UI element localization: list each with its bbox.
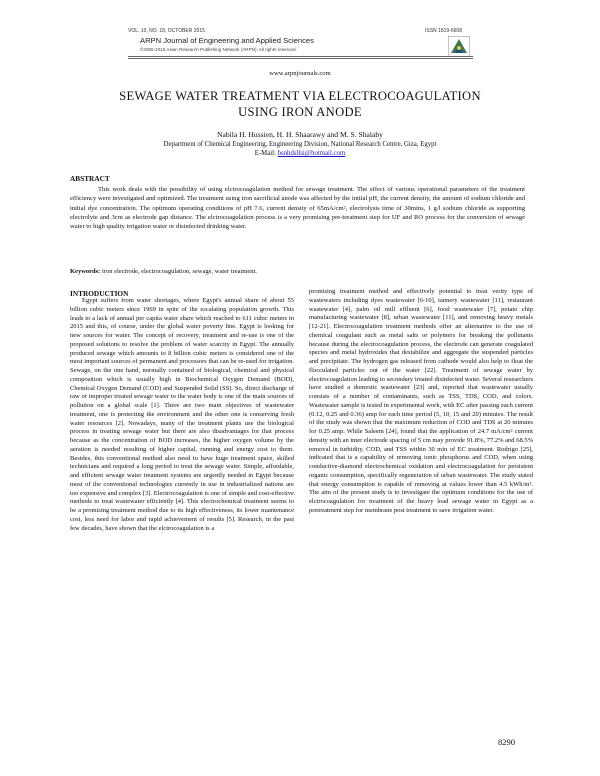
journal-name: ARPN Journal of Engineering and Applied Sciences [140,36,314,45]
email-line [0,150,600,157]
paper-title [80,88,520,120]
issn: ISSN 1819-6608 [425,28,462,34]
journal-website[interactable]: www.arpnjournals.com [269,70,331,77]
intro-left-column: Egypt suffers from water shortages, where Egypt's annual share of about 55 billion cubic meters since 1969 in spite of the escalating population growth. This leads to a lack of annual per capita water share which reached to 611 cubic meters in 2015 and this, of course, under the global water poverty line. Egypt is looking for new sources for water. The concept of recovery, treatment and re-use is one of the proposed solutions to resolve the problem of water scarcity in Egypt. The annually produced sewage which amounts to 8 billion cubic meters is considered one of the most important sources of permanent and processors that can be re-used for irrigation. Sewage, on the one hand, normally contained of biological, chemical and physical composition which is usually high in Biochemical Oxygen Demand (BOD), Chemical Oxygen Demand (COD) and Suspended Solid (SS). So, direct discharge of raw or improper treated sewage water to the water body is one of the main sources of pollution on a global scale [1]. There are two main objectives of wastewater treatment, one is protecting the environment and the other one is conserving fresh water resources [2]. Nowadays, many of the treatment plants use the biological process in treating sewage water but there are also disadvantages for that process because as the concentration of BOD increases, the higher oxygen volume by the aeration is needed resulting of higher capital, running and energy cost to them. Besides, this conventional method also need to have huge treatment space, skilled technicians and required a long period to treat the sewage water. Simple, affordable, and efficient sewage water treatment systems are urgently needed in Egypt because most of the conventional technologies currently in use in industrialized nations are too expensive and complex [3]. Electrocoagulation is one of simple and cost-effective methods to treat wastewater efficiently [4]. This electrochemical treatment seems to be a promising treatment method due to its high effectiveness, its lower maintenance cost, less need for labor and rapid achievement of results [5]. Research, in the past few decades, have shown that the elctrocoagulation is a [70,297,294,532]
abstract-heading: ABSTRACT [70,174,110,183]
email-label: E-Mail: [254,150,276,157]
keywords-text: iron electrode, electrocoagulation, sewage, water treatment. [101,268,257,275]
copyright: ©2006-2015 Asian Research Publishing Network (ARPN). All rights reserved. [140,47,297,52]
header-separator-2 [128,58,473,59]
intro-right-column: promising treatment method and effectively potential to treat verity type of wastewaters including dyes wastewater [6-10], tannery wastewater [11], restaurant wastewater [4], palm oil mill effluent [6], food wastewater [7], potato chip manufacturing wastewater [8], urban wastewater [11], and removing heavy metals [12-21]. Electrocoagulation treatment methods offer an alternative to the use of chemical coagulant such as metal salts or polymers for breaking the pollutants because during the electrocoagulation process, the electrode can generate coagulated species and metal hydroxides that destabilize and aggregate the suspended particles and precipitate. The hydrogen gas released from cathode would also help to float the flocculated particles out of the water [22]. Treatment of sewage water by electrocoagulation leading to secondary treated disinfected water. Several researchers have studied a domestic wastewater [23] and, reported that wastewater usually consists of a number of contaminants, such as TSS, TDS, COD, and colors. Wastewater sample is tested in experimental work, with EC after passing each current (0.12, 0.25 and 0.36) amp for each time period (5, 10, 15 and 20) minutes. The result of the study was shown that the maximum reduction of COD and TDS at 20 minutes for 0.25 amp. While Saleem [24], found that the application of 24.7 mA/cm² current density with an inter electrode spacing of 5 cm may provide 91.8%, 77.2% and 68.5% removal in turbidity, COD, and TSS within 30 min of EC treatment. Rodrigo [25], indicated that is a capability of removing ionic phosphorus and COD, when using conductive-diamond electrochemical oxidation and electrocoagulation for persistent organic consumption, specifically regeneration of urban wastewater. The study stated that energy consumption is capable of removing at values lower than 4.5 kWh/m³. The aim of the present study is to investigate the optimum conditions for the use of elctrocoagulation for treatment of the heavy load sewage water in Egypt as a pretreatment step for membrane post treatment to save irrigation water. [309,288,533,514]
affiliation: Department of Chemical Engineering, Engineering Division, National Research Centre, Giza, Egypt [163,141,437,148]
page-number: 8290 [498,737,515,747]
title-line-1: SEWAGE WATER TREATMENT VIA ELECTROCOAGULATION [119,89,481,103]
authors: Nabila H. Hussien, H. H. Shaarawy and M. S. Shalaby [217,130,383,139]
email-link[interactable]: bsnhdsllsi@hotmail.com [277,150,346,157]
title-line-2: USING IRON ANODE [238,105,362,119]
keywords-label: Keywords: [70,268,101,275]
keywords [70,268,525,275]
header-separator [128,56,473,57]
arpn-logo [448,36,470,57]
abstract-text: This work deals with the possibility of using elctrocoagulation method for sewage treatment. The effect of various operational parameters of the treatment efficiency were investigated and optimized. The treatment using iron sacrificial anode was affected by the initial pH, the current density, the amount of sodium chloride and initial dye concentration. The optimum operating conditions of pH 7.6, current density of 65mA/cm², electrolysis time of 30mins, 1 g/l sodium chloride as supporting electrolyte and 3cm as electrode gap distance. The elctrocoagulation process is a very promising pre-treatment step for UF and RO process for the conversion of sewage water to high quality irrigation water or disinfected drinking water. [70,186,525,231]
introduction-heading: INTRODUCTION [70,289,129,298]
volume-line: VOL. 10, NO. 18, OCTOBER 2015 [128,28,205,34]
